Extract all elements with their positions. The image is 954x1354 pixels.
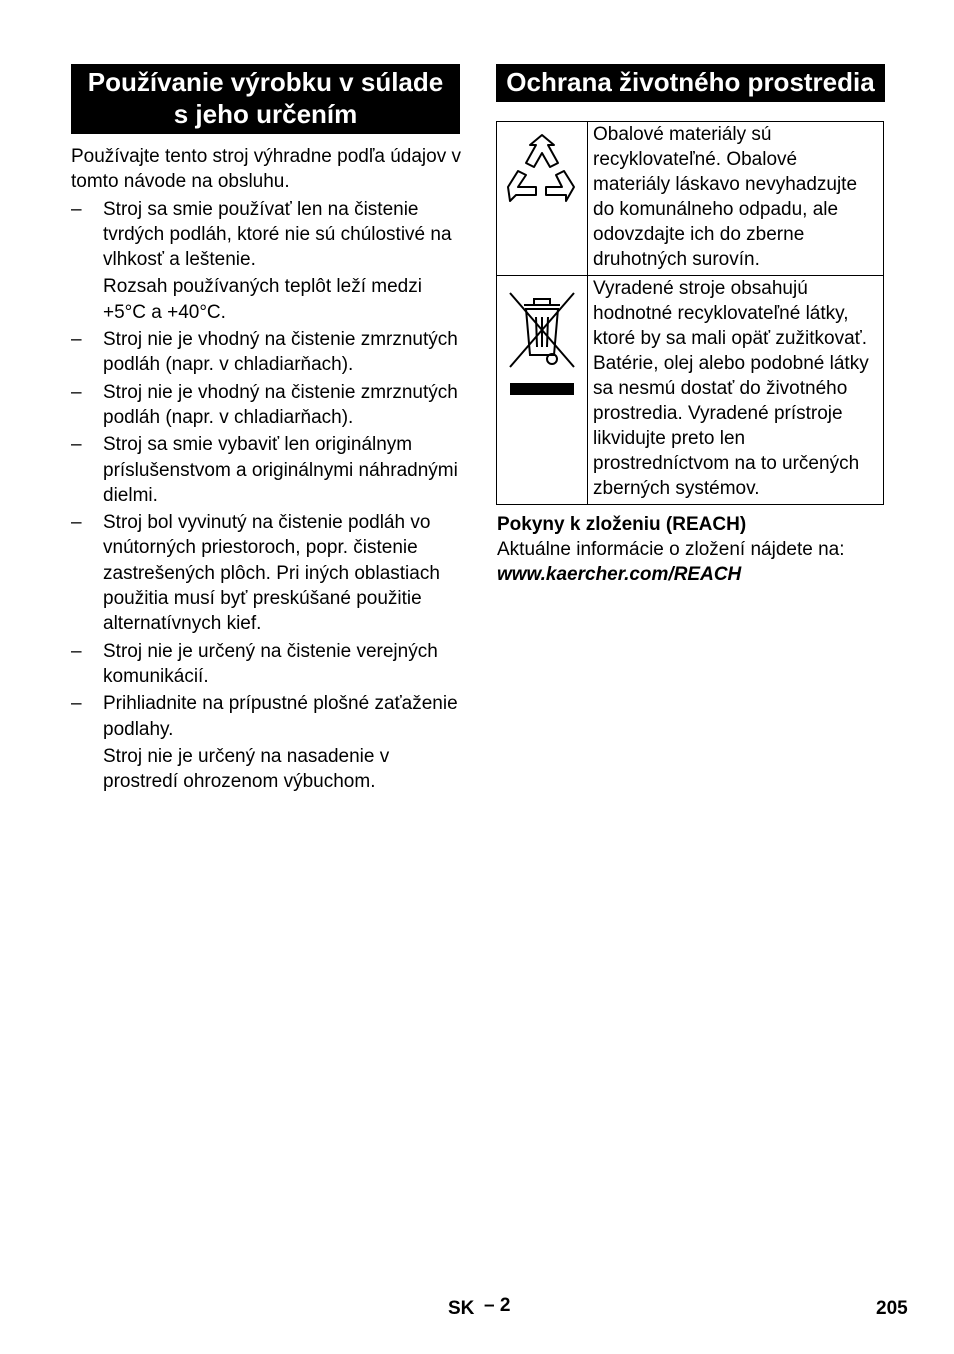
reach-section [497,512,889,587]
list-dash: – [71,512,82,534]
crossed-out-bin-icon [504,285,580,397]
list-item-note: Rozsah používaných teplôt leží medzi +5°C a +40°C. [103,276,422,323]
list-dash: – [71,434,82,456]
list-dash: – [71,329,82,351]
recycle-icon-cell [497,122,588,276]
list-item [71,197,463,325]
list-dash: – [71,198,82,220]
list-item-text: Stroj nie je určený na čistenie verejných komunikácií. [103,640,438,687]
reach-text: Aktuálne informácie o zložení nájdete na: [497,539,845,560]
footer-language: SK [448,1298,475,1319]
list-item [71,380,463,431]
weee-icon-cell [497,276,588,505]
list-item-text: Stroj nie je vhodný na čistenie zmrznutých podláh (napr. v chladiarňach). [103,329,458,376]
intended-use-section [71,144,463,794]
list-item-text: Stroj sa smie vybaviť len originálnym príslušenstvom a originálnymi náhradnými dielmi. [103,434,458,506]
table-row [497,122,884,276]
reach-title: Pokyny k zloženiu (REACH) [497,514,747,535]
list-item [71,432,463,508]
list-dash: – [71,693,82,715]
list-item [71,510,463,636]
recycle-text: Obalové materiály sú recyklovateľné. Obalové materiály láskavo nevyhadzujte do komunálneho odpadu, ale odovzdajte ich do zberne druhotných surovín. [588,122,884,276]
footer-section-page: – 2 [484,1295,511,1316]
list-item-text: Stroj sa smie používať len na čistenie tvrdých podláh, ktoré nie sú chúlostivé na vlhkosť a leštenie. [103,198,452,271]
list-item [71,327,463,378]
list-item-text: Stroj bol vyvinutý na čistenie podláh vo vnútorných priestoroch, popr. čistenie zastrešených plôch. Pri iných oblastiach použitia musí byť preskúšané použitie alternatívnych kief. [103,512,440,635]
heading-line-2: s jeho určením [173,99,358,129]
list-item-text: Prihliadnite na prípustné plošné zaťaženie podlahy. [103,693,458,740]
page-number: 205 [876,1298,908,1319]
table-row [497,276,884,505]
reach-link[interactable]: www.kaercher.com/REACH [497,564,742,585]
list-dash: – [71,381,82,403]
environment-table [496,121,884,505]
section-heading-intended-use [71,64,460,134]
list-item [71,639,463,690]
list-dash: – [71,640,82,662]
list-item-text: Stroj nie je vhodný na čistenie zmrznutých podláh (napr. v chladiarňach). [103,381,458,428]
list-item-note: Stroj nie je určený na nasadenie v prostredí ohrozenom výbuchom. [103,745,390,793]
heading-line-1: Používanie výrobku v súlade [87,67,444,97]
intro-paragraph: Používajte tento stroj výhradne podľa údajov v tomto návode na obsluhu. [71,146,462,193]
section-heading-environment: Ochrana životného prostredia [496,64,885,102]
recycle-icon [504,131,580,207]
list-item [71,691,463,794]
weee-text: Vyradené stroje obsahujú hodnotné recyklovateľné látky, ktoré by sa mali opäť zužitkovať. Batérie, olej alebo podobné látky sa nesmú dostať do životného prostredia. Vyradené prístroje likvidujte preto len prostredníctvom na to určených zberných systémov. [588,276,884,505]
